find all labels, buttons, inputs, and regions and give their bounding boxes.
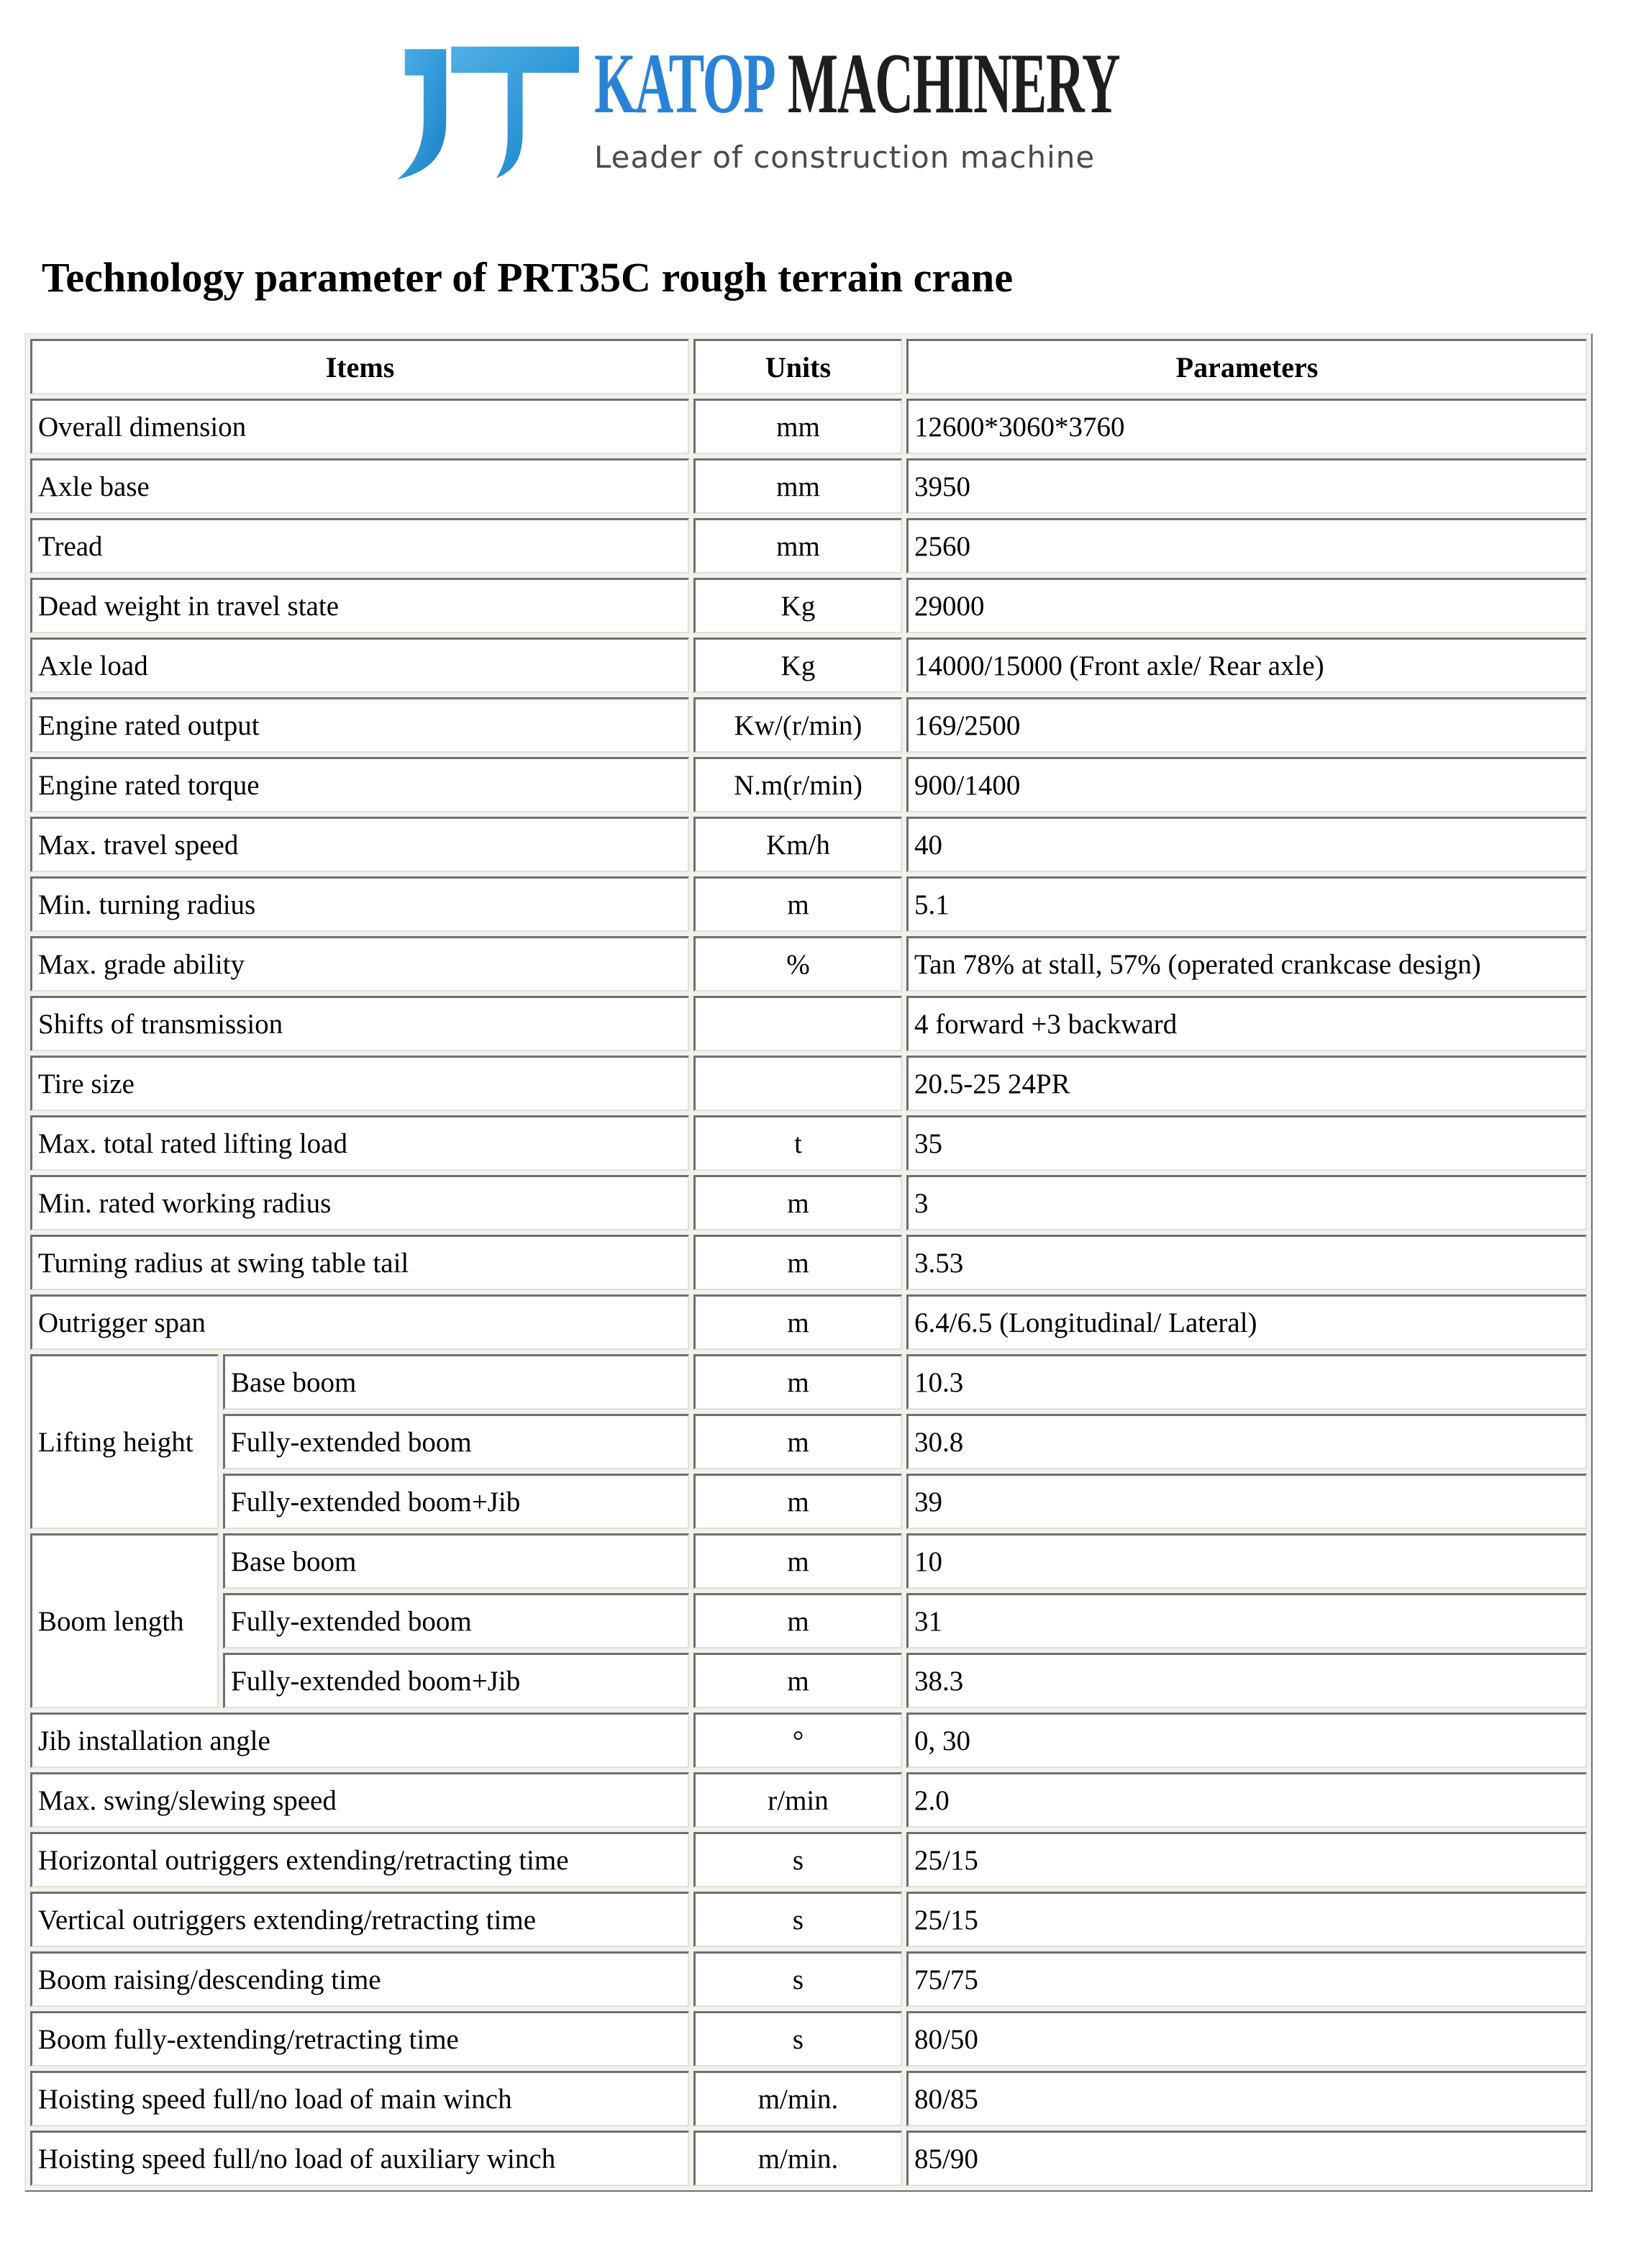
param-cell: 10.3 — [906, 1354, 1587, 1410]
param-cell: Tan 78% at stall, 57% (operated crankcase design) — [906, 936, 1587, 992]
group-label-cell: Boom length — [30, 1533, 219, 1708]
param-cell: 85/90 — [906, 2131, 1587, 2186]
item-cell: Max. swing/slewing speed — [30, 1772, 689, 1828]
param-cell: 80/50 — [906, 2011, 1587, 2067]
unit-cell: t — [693, 1115, 902, 1171]
item-cell: Jib installation angle — [30, 1713, 689, 1768]
table-row — [30, 638, 1587, 693]
param-cell: 39 — [906, 1474, 1587, 1529]
param-cell: 10 — [906, 1533, 1587, 1589]
group-label-cell: Lifting height — [30, 1354, 219, 1529]
brand-name — [594, 35, 1442, 131]
param-cell: 29000 — [906, 578, 1587, 633]
table-row — [30, 1951, 1587, 2007]
table-row — [30, 1533, 1587, 1589]
table-row — [30, 518, 1587, 573]
unit-cell: m — [693, 1653, 902, 1708]
table-row — [30, 2131, 1587, 2186]
table-row — [30, 757, 1587, 812]
brand-machinery-text: MACHINERY — [787, 35, 1120, 131]
header-row — [30, 339, 1587, 394]
table-row — [30, 1235, 1587, 1290]
parameters-header: Parameters — [906, 339, 1587, 394]
subitem-cell: Fully-extended boom+Jib — [223, 1474, 689, 1529]
unit-cell: m — [693, 1414, 902, 1469]
param-cell: 2560 — [906, 518, 1587, 573]
param-cell: 75/75 — [906, 1951, 1587, 2007]
item-cell: Boom fully-extending/retracting time — [30, 2011, 689, 2067]
param-cell: 5.1 — [906, 876, 1587, 932]
table-row — [30, 399, 1587, 454]
item-cell: Tire size — [30, 1056, 689, 1111]
param-cell: 900/1400 — [906, 757, 1587, 812]
subitem-cell: Fully-extended boom — [223, 1414, 689, 1469]
param-cell: 2.0 — [906, 1772, 1587, 1828]
item-cell: Max. travel speed — [30, 817, 689, 872]
jt-logo-icon — [383, 40, 590, 181]
param-cell: 25/15 — [906, 1832, 1587, 1887]
unit-cell: mm — [693, 518, 902, 573]
param-cell: 12600*3060*3760 — [906, 399, 1587, 454]
param-cell: 3.53 — [906, 1235, 1587, 1290]
table-row — [30, 936, 1587, 992]
table-row — [30, 1354, 1587, 1410]
item-cell: Axle load — [30, 638, 689, 693]
table-row — [30, 2071, 1587, 2126]
param-cell: 40 — [906, 817, 1587, 872]
table-row — [30, 876, 1587, 932]
table-row — [30, 1474, 1587, 1529]
param-cell: 38.3 — [906, 1653, 1587, 1708]
item-cell: Vertical outriggers extending/retracting time — [30, 1892, 689, 1947]
param-cell: 0, 30 — [906, 1713, 1587, 1768]
item-cell: Hoisting speed full/no load of main winch — [30, 2071, 689, 2126]
unit-cell: m — [693, 1235, 902, 1290]
item-cell: Boom raising/descending time — [30, 1951, 689, 2007]
table-row — [30, 1713, 1587, 1768]
brand-katop: KATOP — [594, 35, 775, 131]
unit-cell: s — [693, 1892, 902, 1947]
items-header: Items — [30, 339, 689, 394]
item-cell: Max. total rated lifting load — [30, 1115, 689, 1171]
table-row — [30, 578, 1587, 633]
unit-cell — [693, 996, 902, 1051]
table-row — [30, 1772, 1587, 1828]
page-title: Technology parameter of PRT35C rough terrain crane — [42, 254, 1014, 301]
table-row — [30, 1294, 1587, 1350]
page — [0, 24, 1625, 2268]
item-cell: Min. turning radius — [30, 876, 689, 932]
item-cell: Turning radius at swing table tail — [30, 1235, 689, 1290]
unit-cell: mm — [693, 458, 902, 514]
unit-cell: m/min. — [693, 2131, 902, 2186]
param-cell: 80/85 — [906, 2071, 1587, 2126]
item-cell: Tread — [30, 518, 689, 573]
param-cell: 30.8 — [906, 1414, 1587, 1469]
item-cell: Dead weight in travel state — [30, 578, 689, 633]
param-cell: 35 — [906, 1115, 1587, 1171]
item-cell: Overall dimension — [30, 399, 689, 454]
item-cell: Engine rated torque — [30, 757, 689, 812]
unit-cell: m — [693, 1533, 902, 1589]
units-header: Units — [693, 339, 902, 394]
item-cell: Hoisting speed full/no load of auxiliary winch — [30, 2131, 689, 2186]
table-row — [30, 1175, 1587, 1230]
table-row — [30, 817, 1587, 872]
unit-cell: s — [693, 1832, 902, 1887]
table-row — [30, 1414, 1587, 1469]
unit-cell: r/min — [693, 1772, 902, 1828]
subitem-cell: Fully-extended boom — [223, 1593, 689, 1648]
table-row — [30, 1832, 1587, 1887]
unit-cell: N.m(r/min) — [693, 757, 902, 812]
unit-cell — [693, 1056, 902, 1111]
brand-machinery — [775, 35, 787, 131]
unit-cell: Km/h — [693, 817, 902, 872]
subitem-cell: Base boom — [223, 1533, 689, 1589]
unit-cell: m — [693, 1175, 902, 1230]
param-cell: 3950 — [906, 458, 1587, 514]
item-cell: Horizontal outriggers extending/retracting time — [30, 1832, 689, 1887]
unit-cell: m — [693, 1354, 902, 1410]
table-row — [30, 1653, 1587, 1708]
unit-cell: Kw/(r/min) — [693, 697, 902, 753]
table-row — [30, 2011, 1587, 2067]
unit-cell: m — [693, 1593, 902, 1648]
unit-cell: Kg — [693, 638, 902, 693]
unit-cell: m — [693, 876, 902, 932]
param-cell: 6.4/6.5 (Longitudinal/ Lateral) — [906, 1294, 1587, 1350]
spec-table — [24, 333, 1593, 2192]
unit-cell: % — [693, 936, 902, 992]
param-cell: 3 — [906, 1175, 1587, 1230]
subitem-cell: Fully-extended boom+Jib — [223, 1653, 689, 1708]
unit-cell: m — [693, 1474, 902, 1529]
company-logo — [383, 24, 1625, 177]
unit-cell: mm — [693, 399, 902, 454]
table-row — [30, 1056, 1587, 1111]
table-row — [30, 1593, 1587, 1648]
table-row — [30, 1115, 1587, 1171]
subitem-cell: Base boom — [223, 1354, 689, 1410]
param-cell: 169/2500 — [906, 697, 1587, 753]
item-cell: Engine rated output — [30, 697, 689, 753]
unit-cell: s — [693, 2011, 902, 2067]
unit-cell: ° — [693, 1713, 902, 1768]
logo-tagline: Leader of construction machine — [594, 140, 1096, 175]
param-cell: 14000/15000 (Front axle/ Rear axle) — [906, 638, 1587, 693]
item-cell: Outrigger span — [30, 1294, 689, 1350]
table-row — [30, 1892, 1587, 1947]
unit-cell: m — [693, 1294, 902, 1350]
item-cell: Min. rated working radius — [30, 1175, 689, 1230]
logo-text-block — [594, 35, 1442, 175]
unit-cell: m/min. — [693, 2071, 902, 2126]
param-cell: 31 — [906, 1593, 1587, 1648]
param-cell: 25/15 — [906, 1892, 1587, 1947]
table-row — [30, 697, 1587, 753]
unit-cell: s — [693, 1951, 902, 2007]
item-cell: Shifts of transmission — [30, 996, 689, 1051]
item-cell: Axle base — [30, 458, 689, 514]
brand-line — [594, 35, 1120, 131]
param-cell: 4 forward +3 backward — [906, 996, 1587, 1051]
param-cell: 20.5-25 24PR — [906, 1056, 1587, 1111]
table-row — [30, 996, 1587, 1051]
table-row — [30, 458, 1587, 514]
unit-cell: Kg — [693, 578, 902, 633]
item-cell: Max. grade ability — [30, 936, 689, 992]
